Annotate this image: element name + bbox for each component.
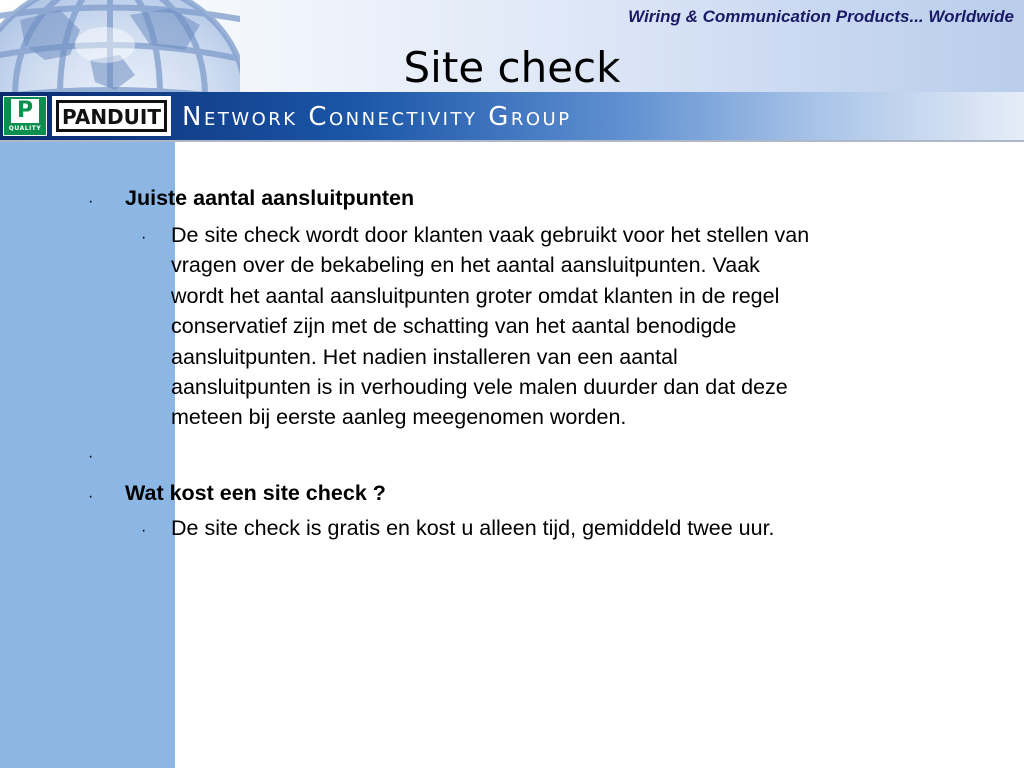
panduit-logo-text: PANDUIT (62, 105, 161, 129)
paragraph-line: aansluitpunten. Het nadien installeren van een aantal (171, 344, 678, 369)
bullet-dot: · (88, 193, 94, 210)
paragraph-line: vragen over de bekabeling en het aantal aansluitpunten. Vaak (171, 253, 760, 278)
bullet-paragraph (171, 220, 809, 433)
paragraph-line: De site check is gratis en kost u alleen tijd, gemiddeld twee uur. (171, 516, 775, 540)
paragraph-line: wordt het aantal aansluitpunten groter omdat klanten in de regel (171, 283, 780, 308)
paragraph-line: De site check wordt door klanten vaak gebruikt voor het stellen van (171, 223, 810, 247)
bullet-heading: Juiste aantal aansluitpunten (125, 186, 415, 210)
bullet-paragraph (171, 513, 775, 543)
bullet-heading: Wat kost een site check ? (125, 481, 386, 505)
tagline: Wiring & Communication Products... Worldwide (628, 7, 1014, 26)
quality-badge-caption: QUALITY (8, 125, 42, 132)
paragraph-line: meteen bij eerste aanleg meegenomen worden. (171, 405, 627, 430)
bullet-dot: · (88, 448, 94, 465)
sub-bullet-dot: · (141, 522, 147, 539)
group-name: Network Connectivity Group (182, 102, 572, 132)
sub-bullet-dot: · (141, 229, 147, 246)
bullet-dot: · (88, 488, 94, 505)
quality-badge-letter: P (11, 99, 39, 123)
paragraph-line: conservatief zijn met de schatting van het aantal benodigde (171, 314, 737, 339)
slide-title: Site check (403, 43, 621, 92)
paragraph-line: aansluitpunten is in verhouding vele malen duurder dan dat deze (171, 375, 788, 400)
